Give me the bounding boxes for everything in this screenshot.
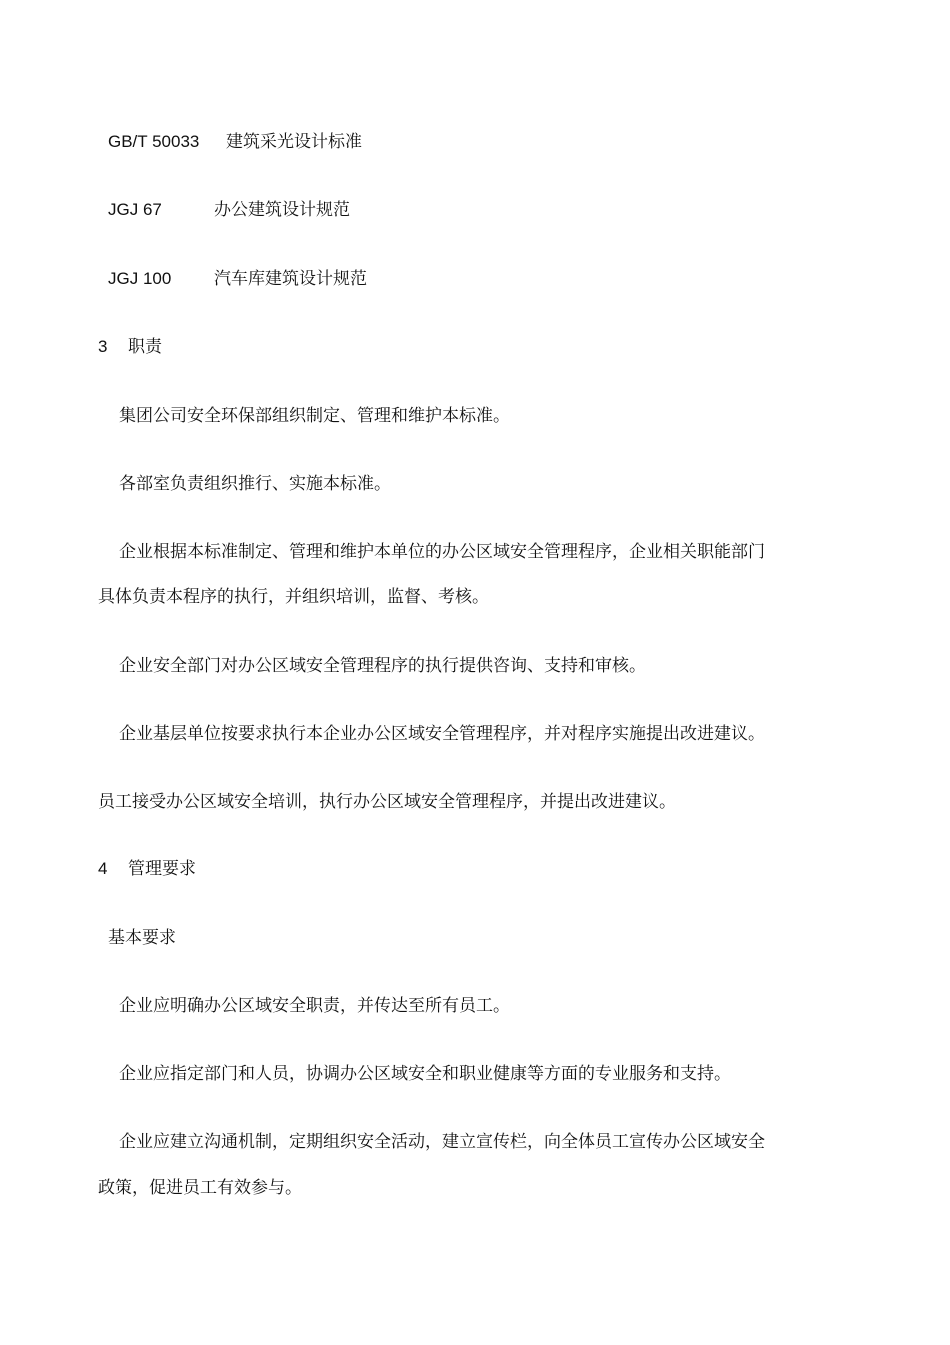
paragraph: 员工接受办公区域安全培训，执行办公区域安全管理程序，并提出改进建议。 [98,792,676,812]
paragraph: 企业根据本标准制定、管理和维护本单位的办公区域安全管理程序，企业相关职能部门 [119,542,765,562]
section-number: 4 [98,859,108,878]
section-heading: 管理要求 [128,859,196,879]
standard-title: 汽车库建筑设计规范 [214,269,367,289]
subsection-heading: 基本要求 [108,928,176,948]
paragraph: 企业应建立沟通机制，定期组织安全活动，建立宣传栏，向全体员工宣传办公区域安全 [119,1132,765,1152]
paragraph-continuation: 具体负责本程序的执行，并组织培训，监督、考核。 [98,587,489,607]
section-heading: 职责 [128,337,162,357]
paragraph: 企业应指定部门和人员，协调办公区域安全和职业健康等方面的专业服务和支持。 [119,1064,731,1084]
standard-code: GB/T 50033 [108,132,200,151]
paragraph-continuation: 政策，促进员工有效参与。 [98,1178,302,1198]
standard-title: 办公建筑设计规范 [214,200,350,220]
paragraph: 各部室负责组织推行、实施本标准。 [119,474,391,494]
standard-code: JGJ 100 [108,269,172,288]
standard-code: JGJ 67 [108,200,162,219]
paragraph: 企业基层单位按要求执行本企业办公区域安全管理程序，并对程序实施提出改进建议。 [119,724,765,744]
paragraph: 企业应明确办公区域安全职责，并传达至所有员工。 [119,996,510,1016]
paragraph: 集团公司安全环保部组织制定、管理和维护本标准。 [119,406,510,426]
standard-title: 建筑采光设计标准 [226,132,362,152]
section-number: 3 [98,337,108,356]
paragraph: 企业安全部门对办公区域安全管理程序的执行提供咨询、支持和审核。 [119,656,646,676]
